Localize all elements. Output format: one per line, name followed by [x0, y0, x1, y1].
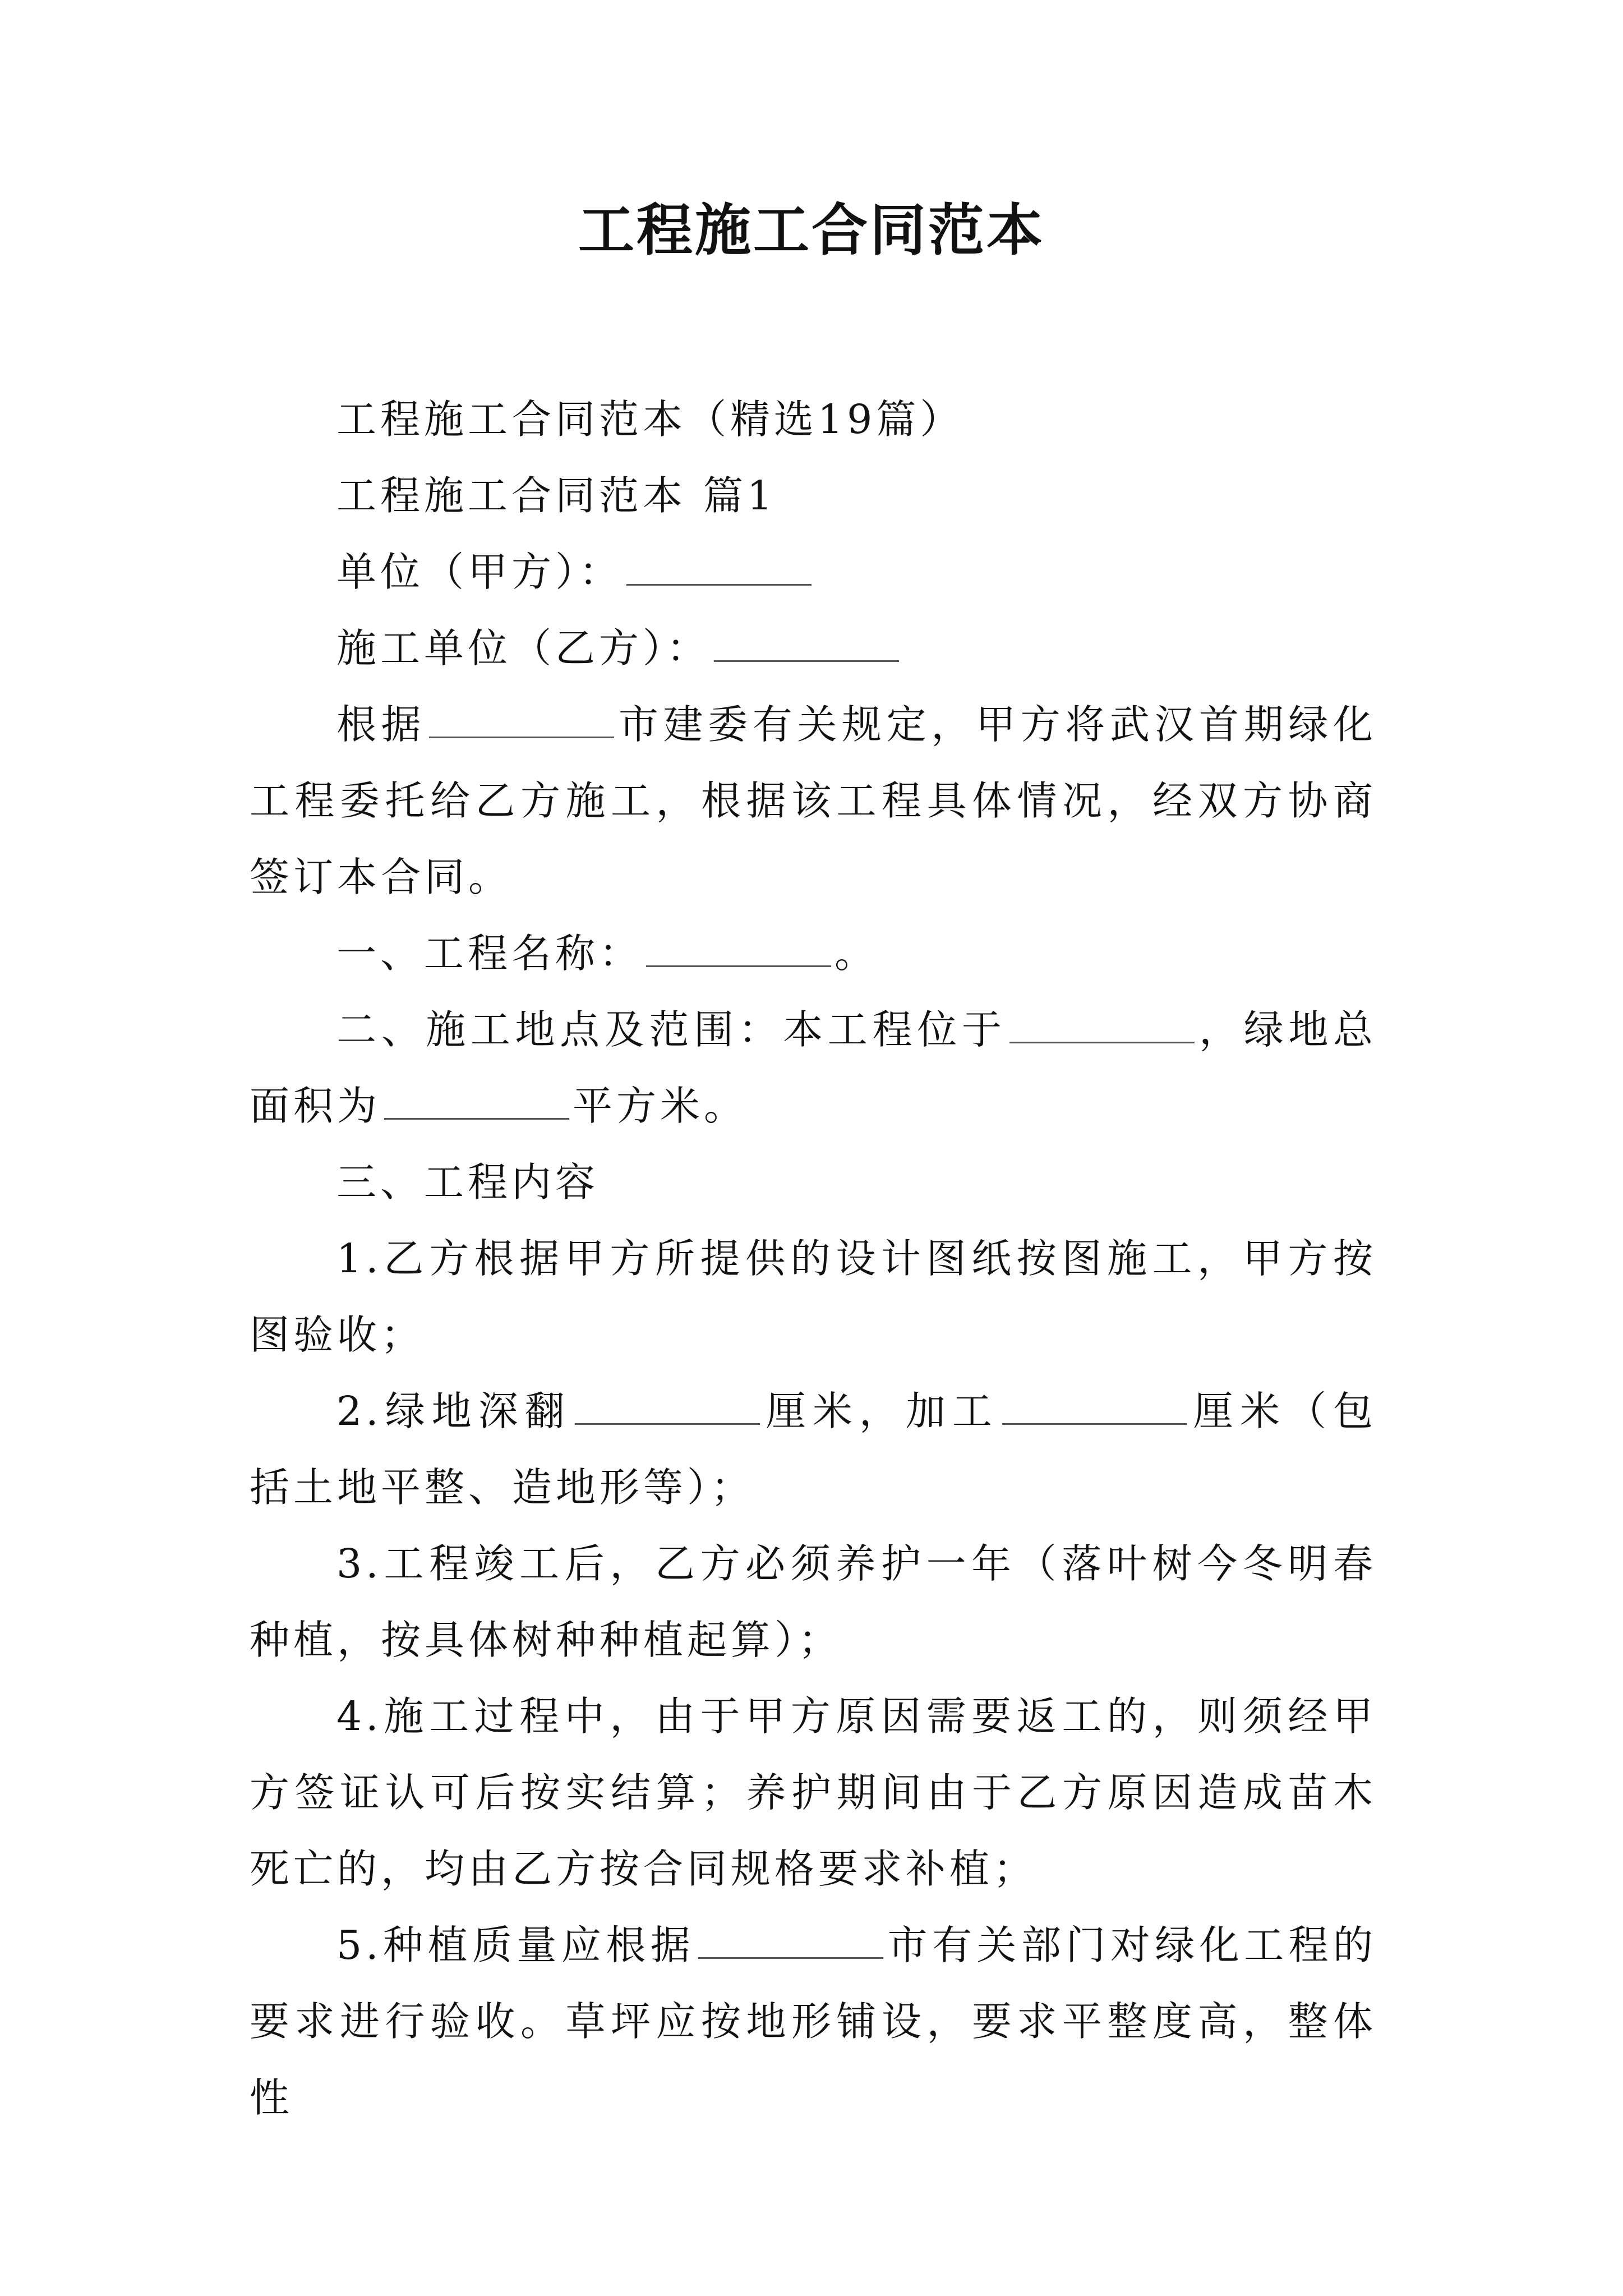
section-number: 篇1 — [703, 472, 777, 519]
item-project-name — [250, 915, 1377, 992]
intro-text-2: 市建委有关规定，甲方将武汉首期绿化工程委托给乙方施工，根据该工程具体情况，经双方协商签订本合同。 — [250, 701, 1377, 900]
party-a-label: 单位（甲方）： — [336, 549, 623, 595]
clause2-text-2: 厘米，加工 — [763, 1388, 999, 1434]
clause-2 — [250, 1373, 1377, 1526]
clause-4: 4.施工过程中，由于甲方原因需要返工的，则须经甲方签证认可后按实结算；养护期间由于乙方原因造成苗木死亡的，均由乙方按合同规格要求补植； — [250, 1693, 1377, 1892]
party-a-blank — [626, 553, 811, 586]
depth-blank — [575, 1392, 760, 1425]
standard-city-blank — [698, 1926, 883, 1959]
item-location — [250, 992, 1377, 1144]
document-body — [250, 381, 1377, 2136]
subtitle-line: 工程施工合同范本（精选19篇） — [336, 396, 964, 443]
item2-text-2: ，绿地总面积为 — [250, 1006, 1377, 1129]
clause2-text-1: 2.绿地深翻 — [336, 1388, 571, 1434]
party-a-line — [250, 534, 1377, 610]
item2-text-3: 平方米。 — [573, 1083, 748, 1129]
party-b-label: 施工单位（乙方）： — [336, 625, 711, 671]
document-title: 工程施工合同范本 — [578, 197, 1045, 263]
city-blank — [429, 705, 614, 738]
clause5-text-2: 市有关部门对绿化工程的要求进行验收。草坪应按地形铺设，要求平整度高，整体性 — [250, 1922, 1377, 2121]
item1-text-1: 一、工程名称： — [336, 930, 643, 977]
intro-paragraph — [250, 687, 1377, 915]
location-blank — [1009, 1010, 1195, 1043]
clause2-text-3: 厘米（包括土地平整、造地形等）； — [250, 1388, 1377, 1511]
section-label: 工程施工合同范本 — [336, 472, 687, 519]
area-blank — [384, 1087, 569, 1120]
item1-text-2: 。 — [834, 930, 879, 977]
section-heading — [250, 458, 1377, 534]
item2-text-1: 二、施工地点及范围：本工程位于 — [336, 1006, 1007, 1053]
clause-3: 3.工程竣工后，乙方必须养护一年（落叶树今冬明春种植，按具体树种种植起算）； — [250, 1540, 1377, 1663]
project-name-blank — [646, 934, 831, 967]
intro-text-1: 根据 — [336, 701, 426, 748]
clause-5 — [250, 1907, 1377, 2136]
item-content-heading: 三、工程内容 — [336, 1159, 600, 1205]
process-blank — [1002, 1392, 1187, 1425]
party-b-blank — [714, 629, 899, 662]
clause-1: 1.乙方根据甲方所提供的设计图纸按图施工，甲方按图验收； — [250, 1235, 1377, 1358]
clause5-text-1: 5.种植质量应根据 — [336, 1922, 695, 1968]
party-b-line — [250, 610, 1377, 687]
